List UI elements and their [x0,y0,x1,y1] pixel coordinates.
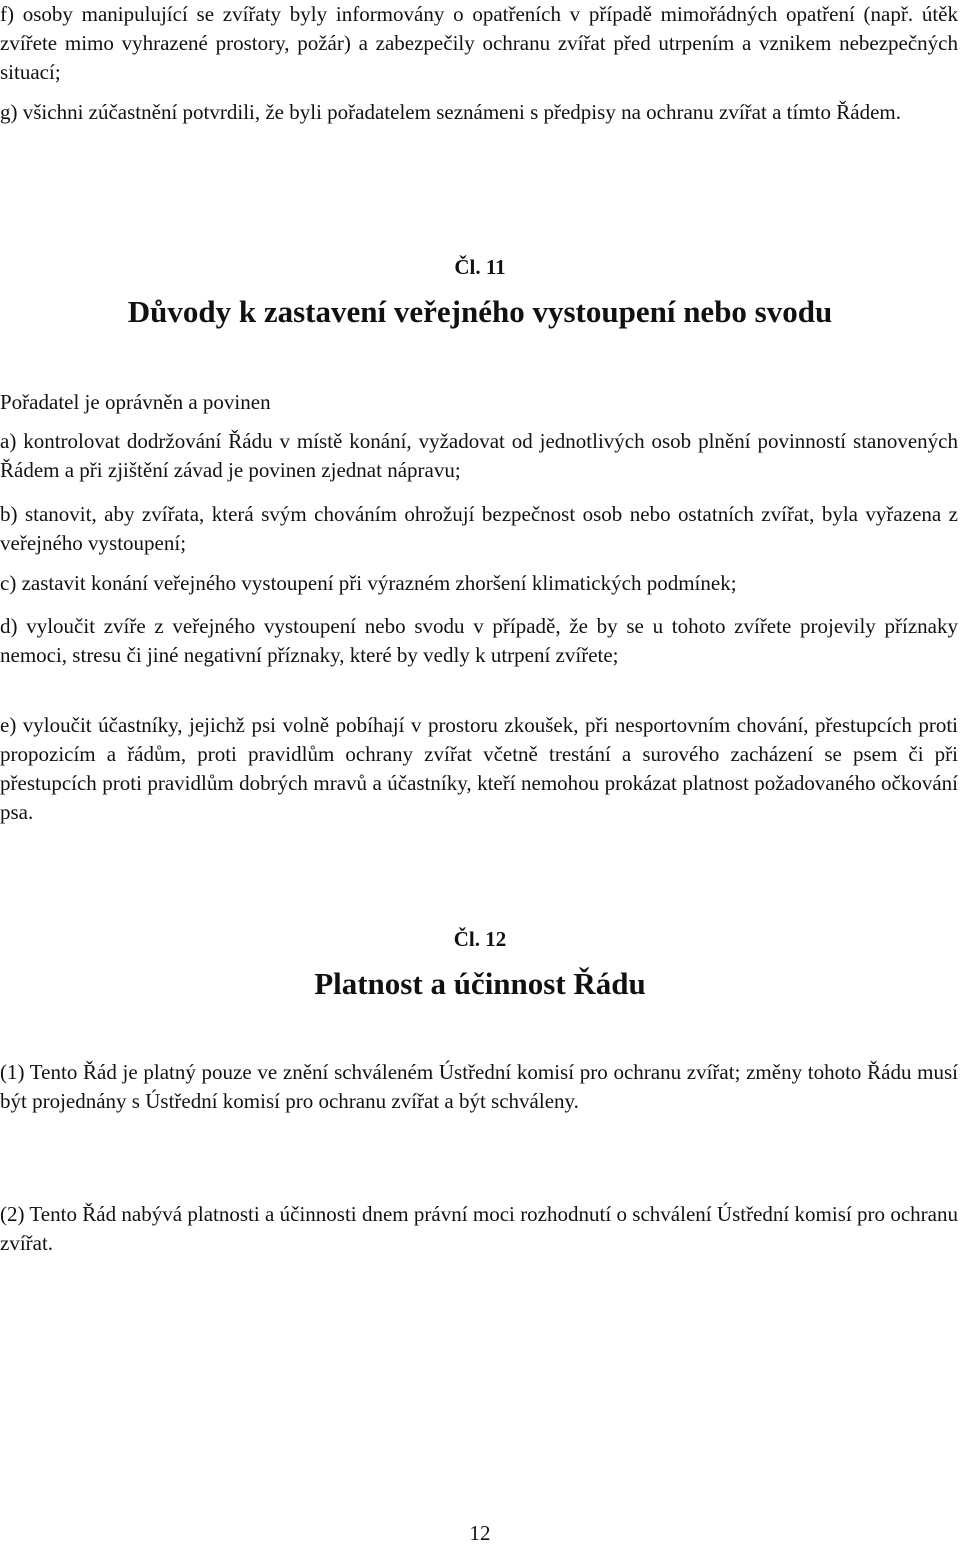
article-12-title: Platnost a účinnost Řádu [314,966,646,1001]
list-item-a: a) kontrolovat dodržování Řádu v místě konání, vyžadovat od jednotlivých osob plnění povinností stanovených Řádem a při zjištění závad je povinen zjednat nápravu; [0,429,958,482]
list-item-d: d) vyloučit zvíře z veřejného vystoupení nebo svodu v případě, že by se u tohoto zvířete projevily příznaky nemoci, stresu či jiné negativní příznaky, které by vedly k utrpení zvířete; [0,614,958,667]
article-11-number: Čl. 11 [454,255,506,279]
article-12-paragraph-1: (1) Tento Řád je platný pouze ve znění schváleném Ústřední komisí pro ochranu zvířat; změny tohoto Řádu musí být projednány s Ústřední komisí pro ochranu zvířat a být schváleny. [0,1060,958,1113]
list-item-b: b) stanovit, aby zvířata, která svým chováním ohrožují bezpečnost osob nebo ostatních zvířat, byla vyřazena z veřejného vystoupení; [0,502,958,555]
article-12-paragraph-2: (2) Tento Řád nabývá platnosti a účinnosti dnem právní moci rozhodnutí o schválení Ústřední komisí pro ochranu zvířat. [0,1202,958,1255]
article-11-title: Důvody k zastavení veřejného vystoupení nebo svodu [127,294,833,329]
list-item-e: e) vyloučit účastníky, jejichž psi volně pobíhají v prostoru zkoušek, při nesportovním chování, přestupcích proti propozicím a řádům, proti pravidlům ochrany zvířat včetně trestání a surového zacházení se psem či při přestupcích proti pravidlům dobrých mravů a účastníky, kteří nemohou prokázat platnost požadovaného očkování psa. [0,713,958,824]
article-12-number: Čl. 12 [453,927,507,951]
list-item-g: g) všichni zúčastnění potvrdili, že byli pořadatelem seznámeni s předpisy na ochranu zvířat a tímto Řádem. [0,100,901,124]
page-number: 12 [469,1521,491,1545]
list-item-f: f) osoby manipulující se zvířaty byly informovány o opatřeních v případě mimořádných opatření (např. útěk zvířete mimo vyhrazené prostory, požár) a zabezpečily ochranu zvířat před utrpením a vznikem nebezpečných situací; [0,2,958,84]
article-11-lead: Pořadatel je oprávněn a povinen [0,390,271,414]
list-item-c: c) zastavit konání veřejného vystoupení při výrazném zhoršení klimatických podmínek; [0,571,737,595]
